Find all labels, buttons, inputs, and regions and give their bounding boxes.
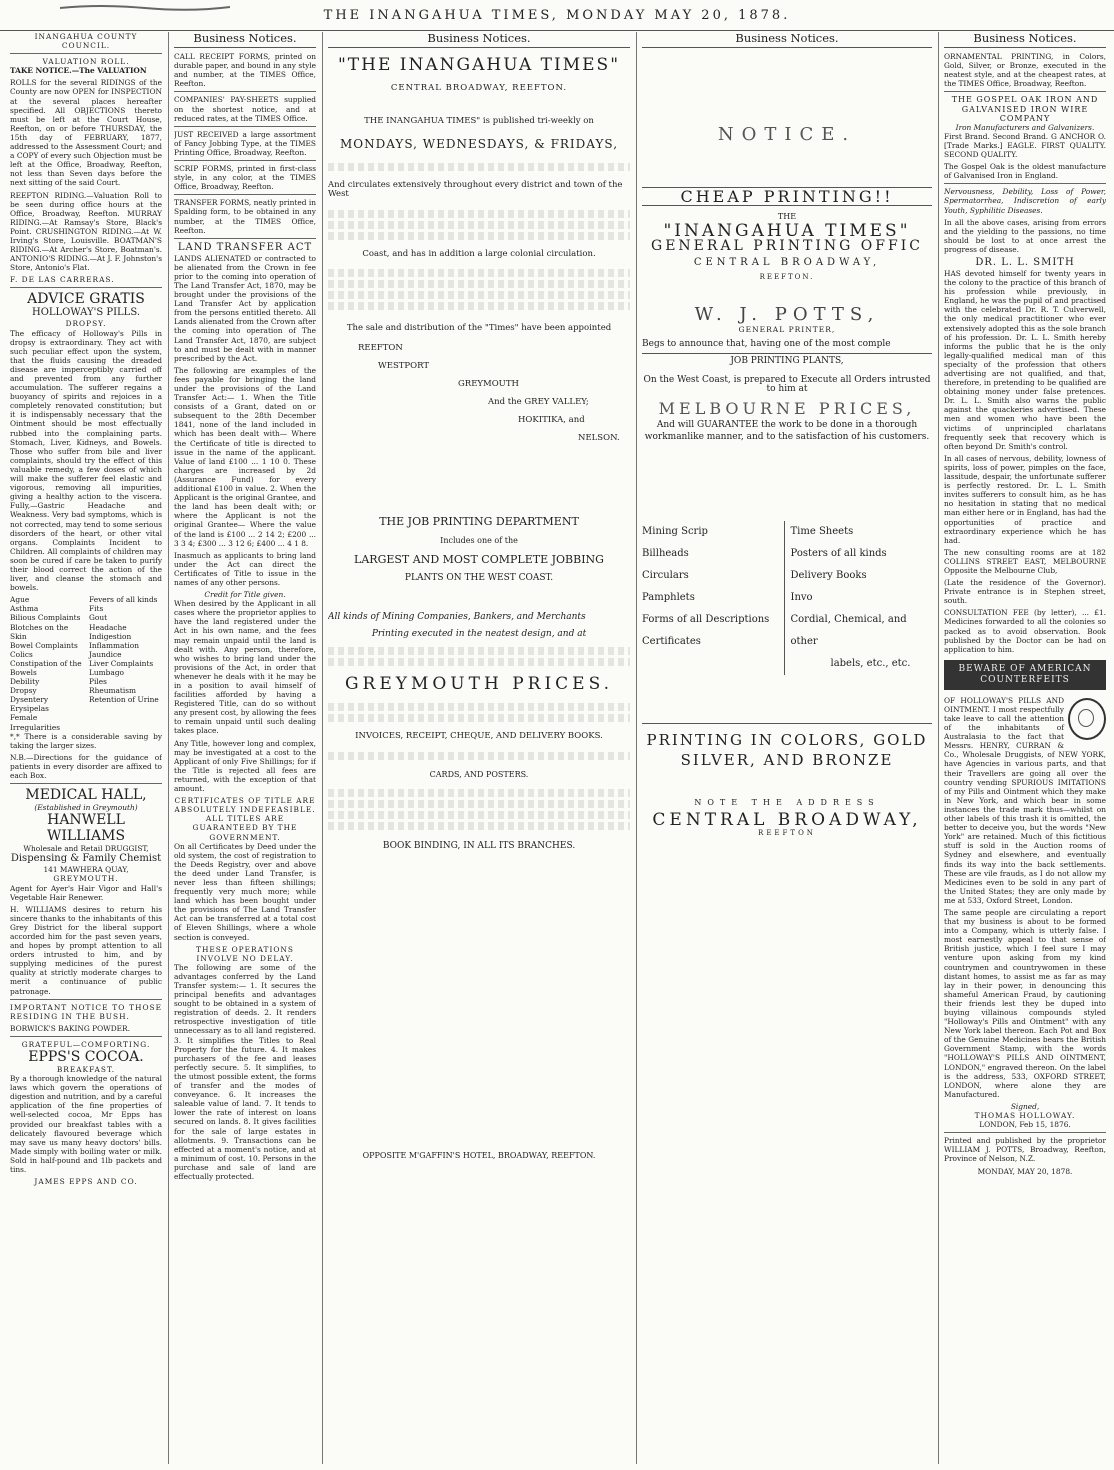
- business-notices-header: Business Notices.: [642, 32, 932, 48]
- ailment-item: Jaundice: [89, 649, 122, 659]
- ornamental-ad: ORNAMENTAL PRINTING, in Colors, Gold, Silver, or Bronze, executed in the neatest style, and at the cheapest rates, at the TIMES Office, Broadway, Reefton.: [944, 52, 1106, 89]
- column-5: [944, 32, 1106, 1462]
- wholesale-line: Wholesale and Retail DRUGGIST,: [23, 844, 149, 854]
- list-item: Posters of all kinds: [790, 548, 887, 560]
- printing-list: [642, 521, 932, 675]
- town-item: NELSON.: [578, 432, 620, 443]
- land-transfer-heading: LAND TRANSFER ACT: [177, 241, 313, 253]
- list-item: Circulars: [642, 570, 689, 582]
- column-rule: [322, 32, 323, 1464]
- ailment-item: Asthma: [10, 604, 39, 614]
- list-item: Forms of all Descriptions: [642, 614, 770, 626]
- dispensing-chemist: Dispensing & Family Chemist: [10, 853, 162, 865]
- begs-line: Begs to announce that, having one of the most comple: [642, 338, 891, 349]
- neatest-line: Printing executed in the neatest design, and at: [371, 629, 587, 640]
- column-rule: [636, 32, 637, 1464]
- town-item: GREYMOUTH: [458, 378, 519, 389]
- town-item: REEFTON: [358, 342, 403, 353]
- consultation-fee: CONSULTATION FEE (by letter), ... £1. Medicines forwarded to all the colonies so packed as to avoid observation. Book published by the Doctor can be had on application to him.: [944, 608, 1106, 654]
- ailment-item: Dropsy: [10, 686, 37, 696]
- smith-body-2: In all cases of nervous, debility, lowness of spirits, loss of power, pimples on the face, lassitude, despair, the unfortunate sufferer is perfectly restored. Dr. L. L. Smith invites sufferers to consult him, as he has no hesitation in stating that no medical man either here or in England, has had the opportunities of practice and extraordinary experience which he has had.: [944, 453, 1106, 545]
- any-title-body: Any Title, however long and complex, may be investigated at a cost to the Applicant of only Five Shillings; for if the Title is rejected all fees are returned, with the exception of that amount.: [174, 738, 316, 794]
- dropsy-heading: DROPSY.: [65, 319, 107, 329]
- certificates-heading: CERTIFICATES OF TITLE ARE ABSOLUTELY INDEFEASIBLE.: [174, 796, 316, 815]
- ailment-item: Headache: [89, 622, 127, 632]
- ailment-item: Fevers of all kinds: [89, 595, 158, 605]
- dropsy-body: The efficacy of Holloway's Pills in dropsy is extraordinary. They act with such peculiar effect upon the system, that the fluids causing the dreaded disease are imperceptibly carried off and prevented from any further accumulation. The sufferer regains a buoyancy of spirits and rejoices in a completely renovated constitution; but it is indispensably necessary that the Ointment should be most effectually rubbed into the complaining parts. Stomach, Liver, Kidneys, and Bowels. Those who suffer from bile and liver complaints, should try the effect of this valuable remedy, a few doses of which will make the sufferer feel elastic and vigorous, removing all impurities, giving a healthy action to the viscera. Fully,—Gastric Headache and Weakness. Very bad symptoms, which is not corrected, may tend to some serious disorders of the heart, or other vital organs. Complaints Incident to Children. All complaints of children may soon be cured if care be taken to purify their blood correct the action of the liver, and cleanse the stomach and bowels.: [10, 328, 162, 593]
- ailment-item: Bilious Complaints: [10, 613, 81, 623]
- advantages-body: The following are some of the advantages conferred by the Land Transfer system:— 1. It secures the principal benefits and advantages sought to be obtained in a system of registration of deeds. 2. It renders retrospective investigation of title unnecessary as to all land registered. 3. It simplifies the Titles to Real Property for the future. 4. It makes purchasers of the fee and leases perfectly secure. 5. It simplifies, to the utmost possible extent, the forms of transfer and the modes of conveyance. 6. It increases the saleable value of land. 7. It tends to lower the rate of interest on loans secured on lands. 8. It gives facilities for the sale of large estates in allotments. 9. Transactions can be effected at a moment's notice, and at a minimum of cost. 10. Persons in the purchase and sale of land are effectually protected.: [174, 962, 316, 1181]
- just-received-ad: JUST RECEIVED a large assortment of Fancy Jobbing Type, at the TIMES Printing Office, Broadway, Reefton.: [174, 129, 316, 157]
- central-broadway-large: CENTRAL BROADWAY,: [652, 809, 922, 830]
- ailment-item: Debility: [10, 677, 40, 687]
- guarantee-body: On all Certificates by Deed under the old system, the cost of registration to the Deeds Registry, over and above the deed under Land Transfer, is never less than fifteen shillings; frequently very much more; while land which has been bought under the provisions of The Land Transfer Act can be transferred at a total cost of Eleven Shillings, where a whole section is conveyed.: [174, 841, 316, 942]
- advice-gratis: ADVICE GRATIS: [27, 291, 145, 308]
- guaranteed-heading: ALL TITLES ARE GUARANTEED BY THE GOVERNMENT.: [192, 814, 298, 842]
- town-item: HOKITIKA, and: [518, 414, 585, 425]
- column-2: [174, 32, 316, 1462]
- ailment-item: Indigestion: [89, 631, 132, 641]
- ailment-item: Colics: [10, 649, 33, 659]
- reefton-footer: REEFTON: [758, 828, 816, 837]
- brands-line: First Brand. Second Brand. G ANCHOR O. [Trade Marks.] EAGLE. FIRST QUALITY. SECOND QUALITY.: [944, 131, 1106, 160]
- town-item: And the GREY VALLEY;: [488, 396, 589, 407]
- ailment-item: Rheumatism: [89, 686, 137, 696]
- ailments-grid: [10, 595, 162, 731]
- circulation-line: Coast, and has in addition a large colonial circulation.: [362, 248, 596, 259]
- west-coast-line: On the West Coast, is prepared to Execute all Orders intrusted to him at: [643, 375, 931, 395]
- list-item: Mining Scrip: [642, 526, 708, 538]
- holloway-seal-icon: [1068, 698, 1106, 740]
- gospel-oak-heading: THE GOSPEL OAK IRON AND GALVANISED IRON WIRE COMPANY: [951, 95, 1099, 123]
- grateful-line: GRATEFUL—COMFORTING.: [21, 1039, 151, 1049]
- fees-body: The following are examples of the fees payable for bringing the land under the provisions of the Land Transfer Act:— 1. When the Title consists of a Grant, dated on or subsequent to the 28th December 1841, none of the land included in which has been dealt with— Where the Certificate of title is directed to issue in the name of the applicant. Value of land £100 ... 1 10 0. These charges are increased by 2d (Assurance Fund) for every additional £100 in value. 2. When the Applicant is the original Grantee, and the land has been dealt with; or where the Applicant is not the original Grantee— Where the value of the land is £100 ... 2 14 2; £200 ... 3 3 4; £300 ... 3 12 6; £400 ... 4 1 8.: [174, 365, 316, 548]
- call-receipt-ad: CALL RECEIPT FORMS, printed on durable paper, and bound in any style and number, at the TIMES Office, Reefton.: [174, 52, 316, 89]
- all-kinds-line: All kinds of Mining Companies, Bankers, and Merchants: [328, 612, 586, 623]
- ailment-item: Bowel Complaints: [10, 640, 78, 650]
- potts-heading: W. J. POTTS,: [694, 303, 880, 325]
- general-printing: GENERAL PRINTING OFFIC: [651, 238, 923, 255]
- credit-body: When desired by the Applicant in all cases where the proprietor applies to have the land registered under the Act in his own name, and the fees may remain unpaid until the land is dealt with. Any person, therefore, who wishes to bring land under the provisions of the Act, in order that whenever he deals with it he may be in a position to avail himself of facilities afforded by having a Registered Title, can do so without any present cost, by allowing the fees to remain unpaid until such dealing takes place.: [174, 599, 316, 736]
- plants-line: PLANTS ON THE WEST COAST.: [404, 573, 554, 584]
- inasmuch-body: Inasmuch as applicants to bring land under the Act can direct the Certificates of Title to issue in the names of any other persons.: [174, 550, 316, 587]
- column-rule: [938, 32, 939, 1464]
- ailment-item: Gout: [89, 613, 108, 623]
- towns-list: [328, 339, 630, 447]
- list-item: Certificates: [642, 636, 701, 648]
- notice-heading: NOTICE.: [717, 124, 857, 146]
- operations-heading: THESE OPERATIONS INVOLVE NO DELAY.: [196, 944, 294, 963]
- saving-note: *,* There is a considerable saving by taking the larger sizes.: [10, 731, 162, 750]
- column-1: [10, 32, 162, 1462]
- general-printer: GENERAL PRINTER,: [738, 324, 836, 334]
- includes-line: Includes one of the: [440, 535, 518, 545]
- job-plants: JOB PRINTING PLANTS,: [642, 353, 932, 366]
- notice-signature: F. DE LAS CARRERAS.: [10, 275, 115, 285]
- list-item: Time Sheets: [790, 526, 854, 538]
- ailment-item: Piles: [89, 677, 107, 687]
- established-line: (Established in Greymouth): [34, 803, 138, 813]
- imprint: Printed and published by the proprietor WILLIAM J. POTTS, Broadway, Reefton, Province of Nelson, N.Z.: [944, 1136, 1106, 1164]
- signed-line: Signed,: [1010, 1101, 1040, 1111]
- companies-ad: COMPANIES' PAY-SHEETS supplied on the shortest notice, and at reduced rates, at the TIMES Office.: [174, 95, 316, 123]
- list-item: Cordial, Chemical, and other: [790, 614, 907, 648]
- business-notices-header: Business Notices.: [174, 32, 316, 48]
- gospel-sub: Iron Manufacturers and Galvanizers.: [955, 122, 1095, 132]
- cards-line: CARDS, AND POSTERS.: [429, 769, 529, 779]
- ailment-item: Liver Complaints: [89, 658, 154, 668]
- smith-body: HAS devoted himself for twenty years in the colony to the practice of this branch of his profession while previously, in England, he was the pupil of and practised with the celebrated Dr. R. T. Culverwell, the only medical practitioner who ever extensively adopted this as the sole branch of his profession. Dr. L. L. Smith hereby informs the public that he is the only legally-qualified medical man of this specialty of the profession that others advertising are not qualified, and that, therefore, in pretending to be qualified are obtaining money under false pretences. Dr. L. L. Smith also warns the public against the quackeries advertised. These men and women who have been the victims of unprincipled charlatans frequently seek that recovery which is often beyond Dr. Smith's control.: [944, 268, 1106, 451]
- late-residence: (Late the residence of the Governor). Private entrance is in Stephen street, south.: [944, 578, 1106, 606]
- ailment-item: Blotches on the Skin: [10, 622, 69, 641]
- breakfast-line: BREAKFAST.: [56, 1065, 116, 1074]
- agents-line: The sale and distribution of the "Times" have been appointed: [346, 322, 612, 333]
- column-rule: [168, 32, 169, 1464]
- holloways-pills-heading: HOLLOWAY'S PILLS.: [31, 307, 140, 319]
- credit-heading: Credit for Title given.: [204, 590, 286, 600]
- business-notices-header: Business Notices.: [328, 32, 630, 48]
- holloway-warning: OF HOLLOWAY'S PILLS AND OINTMENT. I most respectfully take leave to call the attention of the inhabitants of Australasia to the fact that Messrs. HENRY, CURRAN & Co., Wholesale Druggists, of NEW YORK, have Agencies in various parts, and that their Travellers are going all over the country vending SPURIOUS IMITATIONS of my Pills and Ointment which they make in New York, and which bear in some instances the trade mark thus—whilst on other labels of this trash it is omitted, the better to deceive you, but the words "New York" are retained. Much of this fictitious stuff is sold in the Auction rooms of Sydney and elsewhere, and eventually finds its way into the back settlements. These are vile frauds, as I do not allow my Medicines even to be sold in any part of the United States; they are only made by me at 533, Oxford Street, London.: [944, 695, 1106, 905]
- job-department: THE JOB PRINTING DEPARTMENT: [379, 514, 579, 528]
- london-date: LONDON, Feb 15, 1876.: [979, 1120, 1071, 1130]
- epps-signature: JAMES EPPS AND CO.: [34, 1177, 138, 1187]
- greymouth-line: GREYMOUTH.: [53, 874, 119, 884]
- list-item: Invo: [790, 592, 813, 604]
- land-body: LANDS ALIENATED or contracted to be alienated from the Crown in fee prior to the coming into operation of The Land Transfer Act, 1870, may be brought under the provisions of the Land Transfer Act by application from the persons entitled thereto. All Lands alienated from the Crown after the coming into operation of The Land Transfer Act, 1870, are subject to and must be dealt with in manner prescribed by the Act.: [174, 253, 316, 363]
- nb-note: N.B.—Directions for the guidance of patients in every disorder are affixed to each Box.: [10, 752, 162, 781]
- epps-cocoa: EPPS'S COCOA.: [28, 1049, 144, 1065]
- masthead: [0, 8, 1114, 31]
- list-item: labels, etc., etc.: [830, 658, 911, 670]
- times-heading: "INANGAHUA TIMES": [663, 221, 911, 242]
- column-4: [642, 32, 932, 1462]
- published-line: THE INANGAHUA TIMES" is published tri-weekly on: [364, 116, 594, 127]
- ailment-item: Inflammation: [89, 640, 139, 650]
- binding-line: BOOK BINDING, IN ALL ITS BRANCHES.: [382, 840, 576, 851]
- paper-address: CENTRAL BROADWAY, REEFTON.: [390, 83, 568, 94]
- epps-body: By a thorough knowledge of the natural laws which govern the operations of digestion and nutrition, and by a careful application of the fine properties of well-selected cocoa, Mr Epps has provided our breakfast tables with a delicately flavoured beverage which may save us many heavy doctors' bills. Made simply with boiling water or milk. Sold in half-pound and 1lb packets and tins.: [10, 1074, 162, 1175]
- business-notices-header: Business Notices.: [944, 32, 1106, 48]
- list-item: Billheads: [642, 548, 689, 560]
- ailment-item: Erysipelas: [10, 704, 49, 714]
- quay-address: 141 MAWHERA QUAY,: [43, 865, 129, 875]
- column-3: [328, 32, 630, 1462]
- opposite-line: OPPOSITE M'GAFFIN'S HOTEL, BROADWAY, REEFTON.: [362, 1150, 596, 1160]
- ailment-item: Dysentery: [10, 695, 49, 705]
- nervousness-heading: Nervousness, Debility, Loss of Power, Spermatorrhea, Indiscretion of early Youth, Syphilitic Diseases.: [944, 187, 1106, 215]
- central-broadway: CENTRAL BROADWAY,: [693, 256, 881, 268]
- transfer-forms-ad: TRANSFER FORMS, neatly printed in Spalding form, to be obtained in any number, at the TIMES Office, Reefton.: [174, 198, 316, 235]
- scrip-forms-ad: SCRIP FORMS, printed in first-class style, in any color, at the TIMES Office, Broadway, Reefton.: [174, 164, 316, 192]
- holloway-warning-2: The same people are circulating a report that my business is about to be formed into a Company, which is utterly false. I most earnestly appeal to that sense of British justice, which I feel sure I may venture upon asking from my kind countrymen and countrywomen in these distant homes, to assist me as far as may lay in their power, in denouncing this shameful American Fraud, by cautioning their friends lest they be duped into buying villainous compounds styled "Holloway's Pills and Ointment" with any New York label thereon. Each Pot and Box of the Genuine Medicines bears the British Government Stamp, with the words "HOLLOWAY'S PILLS AND OINTMENT, LONDON," engraved thereon. On the label is the address, 533, OXFORD STREET, LONDON, where alone they are Manufactured.: [944, 907, 1106, 1099]
- note-address: NOTE THE ADDRESS: [694, 798, 880, 808]
- gospel-note: The Gospel Oak is the oldest manufacture of Galvanised Iron in England.: [944, 162, 1106, 181]
- medical-hall-heading: MEDICAL HALL,: [25, 787, 147, 804]
- ailment-item: Constipation of the Bowels: [10, 658, 82, 677]
- melbourne-prices: MELBOURNE PRICES,: [658, 399, 916, 419]
- circulates-line: And circulates extensively throughout every district and town of the West: [328, 180, 623, 200]
- ailment-item: Lumbago: [89, 668, 124, 677]
- notice-title: TAKE NOTICE.—The VALUATION: [10, 66, 147, 76]
- ridings: REEFTON RIDING.—Valuation Roll to be seen during office hours at the Office, Broadway, Reefton. MURRAY RIDING.—At Ramsay's Store, Black's Point. CRUSHINGTON RIDING.—At W. Irving's Store, Louisville. BOATMAN'S RIDING.—At Archer's Store, Boatman's. ANTONIO'S RIDING.—At J. F. Johnston's Store, Antonio's Flat.: [10, 190, 162, 273]
- baking-powder: BORWICK'S BAKING POWDER.: [10, 1023, 130, 1033]
- williams-body: H. WILLIAMS desires to return his sincere thanks to the inhabitants of this Grey District for the liberal support accorded him for the past seven years, and hopes by prompt attention to all orders intrusted to him, and by supplying medicines of the purest quality at strictly moderate charges to merit a continuance of public patronage.: [10, 904, 162, 996]
- hanwell-williams: HANWELL WILLIAMS: [46, 812, 126, 845]
- reefton-line: REEFTON.: [759, 272, 815, 281]
- ailment-item: Retention of Urine: [89, 695, 159, 705]
- publication-days: MONDAYS, WEDNESDAYS, & FRIDAYS,: [339, 137, 619, 152]
- colors-heading: PRINTING IN COLORS, GOLD SILVER, AND BRONZE: [642, 723, 932, 770]
- cheap-printing: CHEAP PRINTING!!: [642, 187, 932, 206]
- masthead-title: THE INANGAHUA TIMES, MONDAY MAY 20, 1878.: [323, 8, 791, 23]
- council-heading: INANGAHUA COUNTY COUNCIL.: [34, 32, 138, 51]
- ailment-item: Female Irregularities: [10, 713, 61, 732]
- town-item: WESTPORT: [378, 360, 430, 371]
- beware-banner: BEWARE OF AMERICAN COUNTERFEITS: [944, 660, 1106, 690]
- holloway-signature: THOMAS HOLLOWAY.: [974, 1111, 1076, 1121]
- list-item: Delivery Books: [790, 570, 867, 582]
- nervousness-body: In all the above cases, arising from errors and the yielding to the passions, no time should be lost to at once arrest the progress of disease.: [944, 217, 1106, 254]
- guarantee-line: And will GUARANTEE the work to be done in a thorough workmanlike manner, and to the satisfaction of his customers.: [644, 420, 930, 443]
- ailment-item: Ague: [10, 595, 30, 605]
- important-notice: IMPORTANT NOTICE TO THOSE RESIDING IN THE BUSH.: [10, 1002, 162, 1021]
- largest-line: LARGEST AND MOST COMPLETE JOBBING: [354, 552, 604, 566]
- agent-line: Agent for Ayer's Hair Vigor and Hall's Vegetable Hair Renewer.: [10, 883, 162, 902]
- greymouth-prices: GREYMOUTH PRICES.: [344, 674, 614, 695]
- the-line: THE: [777, 212, 797, 222]
- notice-body: ROLLS for the several RIDINGS of the County are now OPEN for INSPECTION at the several places hereafter specified. All OBJECTIONS thereto must be left at the Court House, Reefton, on or before THURSDAY, the 15th day of FEBRUARY, 1877, addressed to the Assessment Court; and a COPY of every such Objection must be left at the Office, Broadway, Reefton, not less than Seven days before the next sitting of the said Court.: [10, 78, 162, 188]
- invoices-line: INVOICES, RECEIPT, CHEQUE, AND DELIVERY BOOKS.: [355, 731, 603, 742]
- ailment-item: Fits: [89, 604, 104, 614]
- list-item: Pamphlets: [642, 592, 695, 604]
- consulting-rooms: The new consulting rooms are at 182 COLLINS STREET EAST, MELBOURNE Opposite the Melbourne Club,: [944, 547, 1106, 575]
- paper-title: "THE INANGAHUA TIMES": [337, 55, 621, 76]
- valuation-heading: VALUATION ROLL.: [42, 57, 130, 67]
- issue-date: MONDAY, MAY 20, 1878.: [977, 1166, 1073, 1176]
- dr-smith-heading: DR. L. L. SMITH: [975, 256, 1075, 268]
